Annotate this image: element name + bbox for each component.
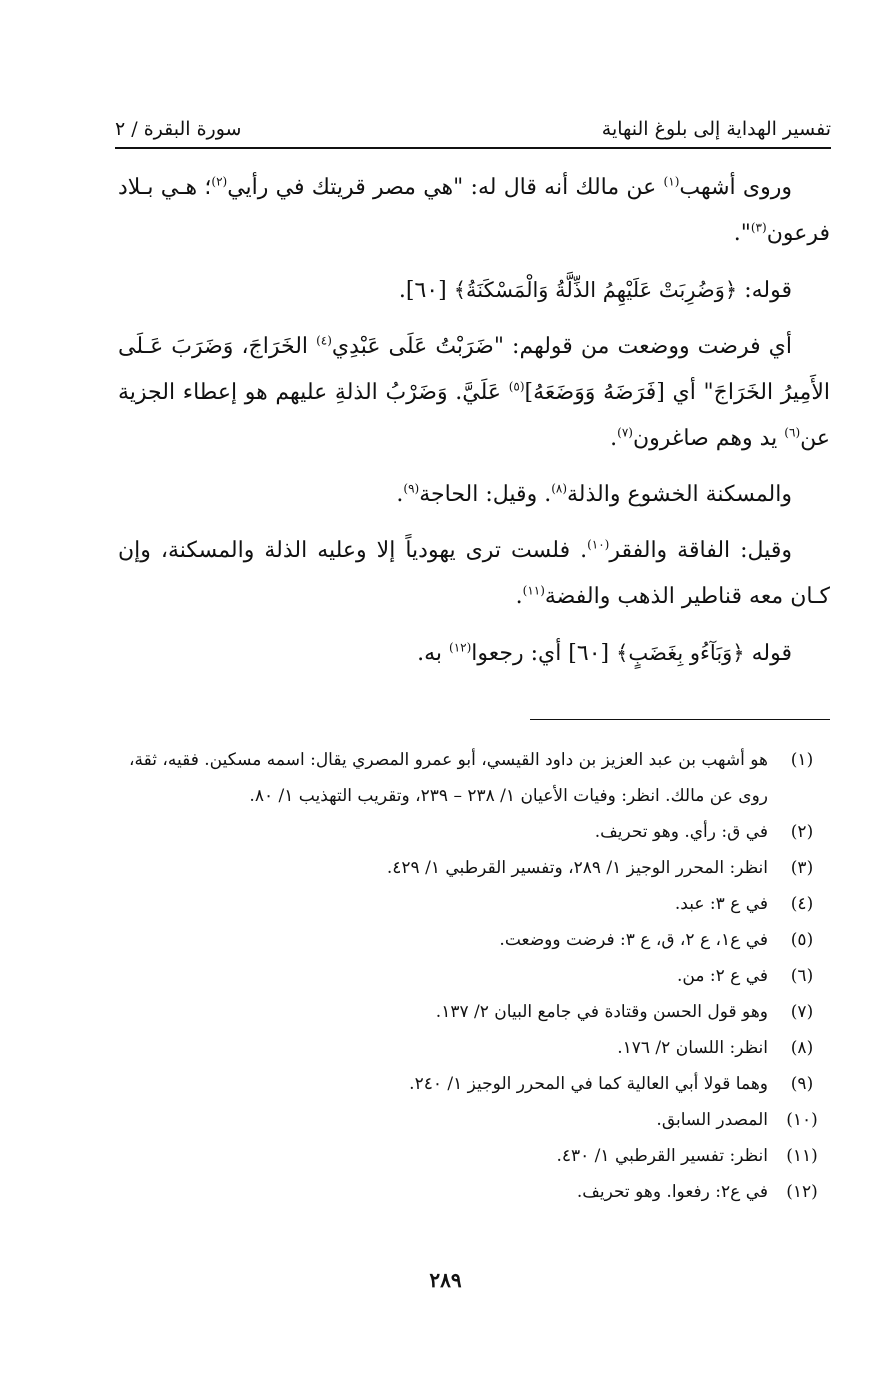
text: ".: [733, 221, 751, 246]
text: وروى أشهب: [679, 175, 793, 200]
footnote-ref-3: (٣): [750, 220, 767, 235]
text: [٦٠] أي: رجعوا: [471, 641, 617, 666]
footnote-4: [118, 886, 830, 922]
text: ؛ هـي بـلاد فرعون: [118, 175, 830, 246]
footnote-text: انظر: تفسير القرطبي ١/ ٤٣٠.: [556, 1146, 768, 1166]
footnote-text: المصدر السابق.: [656, 1110, 768, 1130]
paragraph-4: [118, 472, 830, 518]
footnote-12: [118, 1174, 830, 1210]
footnote-text: انظر: اللسان ٢/ ١٧٦.: [617, 1038, 768, 1058]
footnote-text: وهو قول الحسن وقتادة في جامع البيان ٢/ ١٣٧.: [435, 1002, 768, 1022]
footnote-number: (٥): [790, 930, 814, 950]
footnote-2: [118, 814, 830, 850]
footnote-number: (٤): [790, 894, 814, 914]
book-title: تفسير الهداية إلى بلوغ النهاية: [601, 118, 831, 140]
footnote-ref-4: (٤): [316, 333, 332, 348]
footnote-ref-1: (١): [663, 174, 680, 189]
footnote-10: [118, 1102, 830, 1138]
paragraph-6: [118, 630, 830, 677]
text: . فلست ترى يهودياً إلا وعليه الذلة والمسكنة، وإن كـان معه قناطير الذهب والفضة: [118, 538, 830, 609]
footnote-text: في ع ٣: عبد.: [674, 894, 768, 914]
text: والمسكنة الخشوع والذلة: [567, 482, 792, 507]
footnote-text: هو أشهب بن عبد العزيز بن داود القيسي، أبو عمرو المصري يقال: اسمه مسكين. فقيه، ثقة، روى عن مالك. انظر: وفيات الأعيان ١/ ٢٣٨ – ٢٣٩، وتقريب التهذيب ١/ ٨٠.: [129, 750, 768, 806]
footnote-ref-9: (٩): [403, 481, 420, 496]
footnote-text: في ع ٢: من.: [677, 966, 768, 986]
header-rule: [115, 147, 831, 149]
quran-verse: ﴿وَضُرِبَتْ عَلَيْهِمُ الذِّلَّةُ وَالْمَسْكَنَةُ﴾: [453, 278, 738, 302]
footnote-number: (١): [790, 750, 814, 770]
verse-ref: [٦٠].: [398, 278, 454, 303]
footnote-number: (٩): [790, 1074, 814, 1094]
text: أي فرضت ووضعت من قولهم: "ضَرَبْتُ عَلَى عَبْدِي: [331, 334, 792, 359]
footnote-ref-12: (١٢): [449, 640, 472, 655]
paragraph-5: [118, 528, 830, 620]
footnote-separator: [530, 719, 830, 720]
footnote-9: [118, 1066, 830, 1102]
footnote-7: [118, 994, 830, 1030]
paragraph-2: [118, 267, 830, 314]
footnote-text: في ع٢: رفعوا. وهو تحريف.: [576, 1182, 768, 1202]
footnote-number: (١٢): [786, 1182, 818, 1202]
footnote-ref-7: (٧): [617, 425, 633, 440]
footnote-number: (٣): [790, 858, 814, 878]
footnotes: [118, 742, 830, 1210]
footnote-text: انظر: المحرر الوجيز ١/ ٢٨٩، وتفسير القرطبي ١/ ٤٢٩.: [386, 858, 768, 878]
footnote-text: وهما قولا أبي العالية كما في المحرر الوجيز ١/ ٢٤٠.: [409, 1074, 768, 1094]
text: قوله: [744, 641, 792, 666]
text: به.: [417, 641, 449, 666]
text: قوله:: [737, 278, 792, 303]
footnote-number: (١٠): [786, 1110, 818, 1130]
text: عَلَيَّ. وَضَرْبُ الذلةِ عليهم هو إعطاء الجزية عن: [118, 380, 830, 451]
text: وقيل: الفاقة والفقر: [609, 538, 792, 563]
footnote-ref-5: (٥): [508, 379, 525, 394]
footnote-number: (٨): [790, 1038, 814, 1058]
footnote-number: (١١): [786, 1146, 818, 1166]
footnote-ref-8: (٨): [551, 481, 568, 496]
footnote-text: في ق: رأي. وهو تحريف.: [594, 822, 768, 842]
footnote-number: (٧): [790, 1002, 814, 1022]
footnote-ref-2: (٢): [211, 174, 228, 189]
footnote-ref-6: (٦): [784, 425, 801, 440]
paragraph-3: [118, 324, 830, 462]
text: .: [515, 584, 523, 609]
footnote-5: [118, 922, 830, 958]
text: .: [396, 482, 404, 507]
running-header: [115, 110, 831, 150]
footnote-6: [118, 958, 830, 994]
quran-verse: ﴿وَبَآءُو بِغَضَبٍ﴾: [616, 641, 745, 665]
text: عن مالك أنه قال له: "هي مصر قريتك في رأيي: [227, 175, 664, 200]
text: . وقيل: الحاجة: [419, 482, 552, 507]
text: .: [610, 426, 618, 451]
footnote-11: [118, 1138, 830, 1174]
footnote-8: [118, 1030, 830, 1066]
footnote-number: (٢): [790, 822, 814, 842]
footnote-ref-11: (١١): [522, 583, 545, 598]
paragraph-1: [118, 165, 830, 257]
page-number: ٢٨٩: [429, 1268, 462, 1292]
footnote-number: (٦): [790, 966, 814, 986]
text: الخَرَاجَ، وَضَرَبَ عَـلَى الأَمِيرُ الخَرَاجَ" أي [فَرَضَهُ وَوَضَعَهُ]: [118, 334, 830, 405]
footnote-3: [118, 850, 830, 886]
main-text: [118, 165, 830, 687]
text: يد وهم صاغرون: [632, 426, 785, 451]
surah-label: سورة البقرة / ٢: [115, 118, 242, 140]
footnote-ref-10: (١٠): [587, 537, 610, 552]
footnote-text: في ع١، ع ٢، ق، ع ٣: فرضت ووضعت.: [499, 930, 768, 950]
footnote-1: [118, 742, 830, 814]
